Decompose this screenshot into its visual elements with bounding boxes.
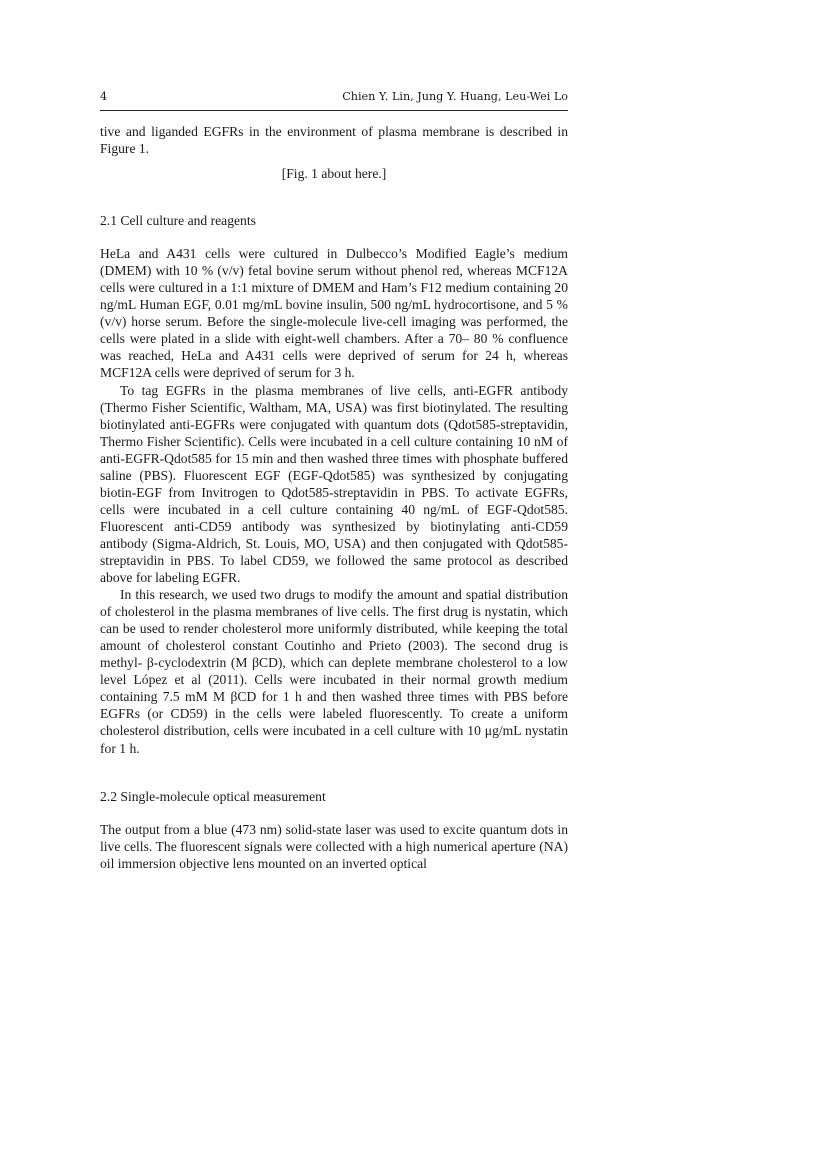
- paragraph: To tag EGFRs in the plasma membranes of live cells, anti-EGFR antibody (Thermo Fisher Scientific, Waltham, MA, USA) was first biotinylated. The resulting biotinylated anti-EGFRs were conjugated with quantum dots (Qdot585-streptavidin, Thermo Fisher Scientific). Cells were incubated in a cell culture containing 10 nM of anti-EGFR-Qdot585 for 15 min and then washed three times with phosphate buffered saline (PBS). Fluorescent EGF (EGF-Qdot585) was synthesized by conjugating biotin-EGF from Invitrogen to Qdot585-streptavidin in PBS. To activate EGFRs, cells were incubated in a cell culture containing 40 ng/mL of EGF-Qdot585. Fluorescent anti-CD59 antibody was synthesized by biotinylating anti-CD59 antibody (Sigma-Aldrich, St. Louis, MO, USA) and then conjugated with Qdot585-streptavidin in PBS. To label CD59, we followed the same protocol as described above for labeling EGFR.: [100, 382, 568, 586]
- section-title-cell-culture: 2.1 Cell culture and reagents: [100, 213, 256, 229]
- paragraph: The output from a blue (473 nm) solid-state laser was used to excite quantum dots in live cells. The fluorescent signals were collected with a high numerical aperture (NA) oil immersion objective lens mounted on an inverted optical: [100, 821, 568, 871]
- continued-paragraph: tive and liganded EGFRs in the environment of plasma membrane is described in Figure 1.: [100, 124, 568, 157]
- section-title-optical-measurement: 2.2 Single-molecule optical measurement: [100, 788, 326, 804]
- paragraph: HeLa and A431 cells were cultured in Dulbecco’s Modified Eagle’s medium (DMEM) with 10 % (v/v) fetal bovine serum without phenol red, whereas MCF12A cells were cultured in a 1:1 mixture of DMEM and Ham’s F12 medium containing 20 ng/mL Human EGF, 0.01 mg/mL bovine insulin, 500 ng/mL hydrocortisone, and 5 %(v/v) horse serum. Before the single-molecule live-cell imaging was performed, the cells were plated in a slide with eight-well chambers. After a 70– 80 % confluence was reached, HeLa and A431 cells were deprived of serum for 24 h, whereas MCF12A cells were deprived of serum for 3 h.: [100, 246, 568, 381]
- body-text: [100, 123, 568, 872]
- page-number: 4: [100, 90, 108, 103]
- paragraph: In this research, we used two drugs to modify the amount and spatial distribution of cholesterol in the plasma membranes of live cells. The first drug is nystatin, which can be used to render cholesterol more uniformly distributed, while keeping the total amount of cholesterol constant Coutinho and Prieto (2003). The second drug is methyl- β-cyclodextrin (M βCD), which can deplete membrane cholesterol to a low level López et al (2011). Cells were incubated in their normal growth medium containing 7.5 mM M βCD for 1 h and then washed three times with PBS before EGFRs (or CD59) in the cells were labeled fluorescently. To create a uniform cholesterol distribution, cells were incubated in a cell culture with 10 μg/mL nystatin for 1 h.: [100, 587, 568, 756]
- author-list: Chien Y. Lin, Jung Y. Huang, Leu-Wei Lo: [342, 90, 568, 103]
- figure-placeholder: [Fig. 1 about here.]: [281, 166, 387, 182]
- running-header: [100, 88, 568, 111]
- page: [100, 88, 568, 872]
